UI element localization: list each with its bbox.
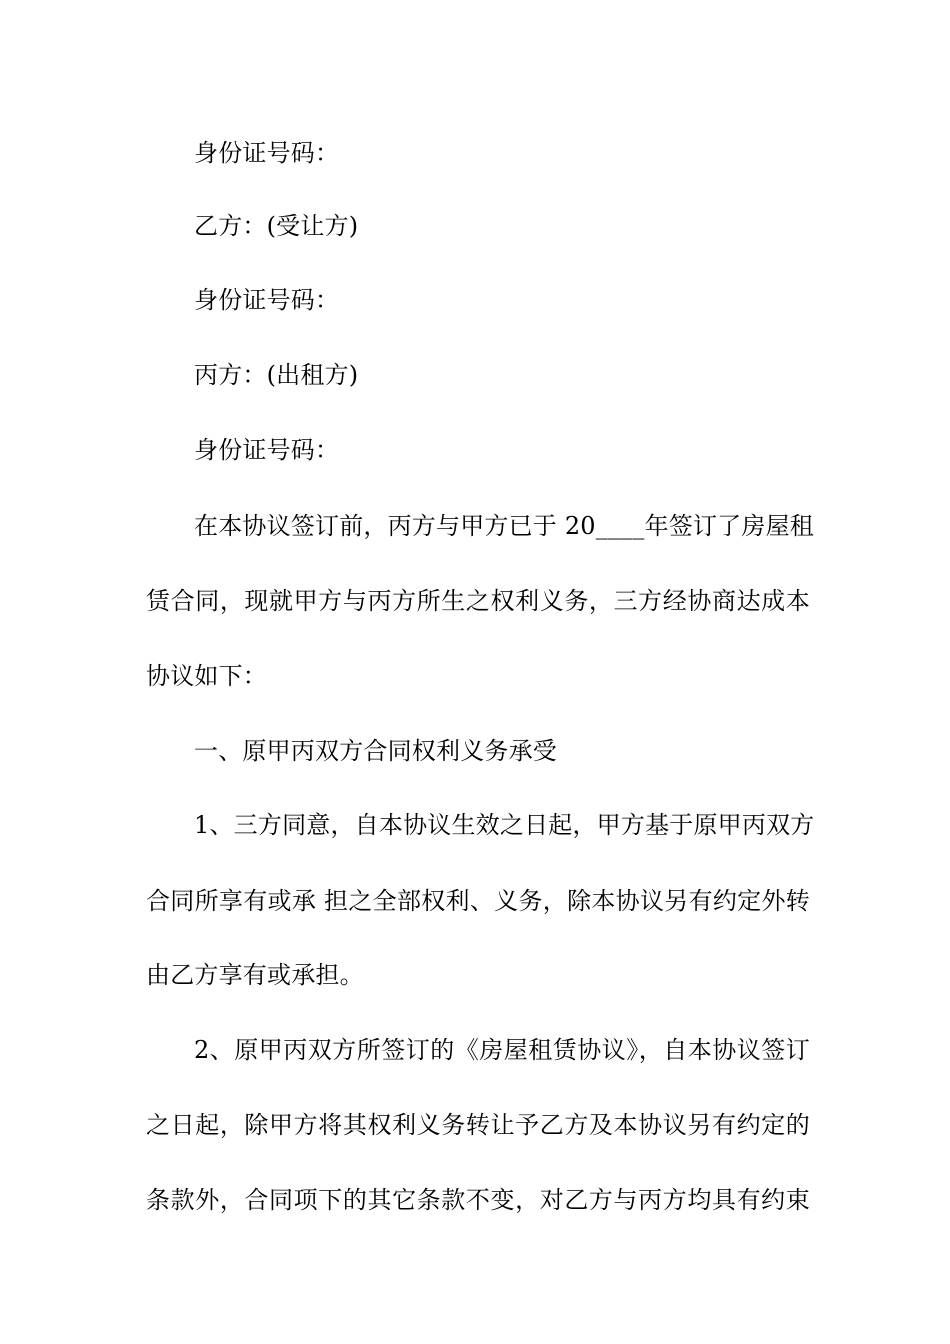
paragraph-line: 协议如下： [146, 662, 267, 690]
id-number-label-party-b: 身份证号码： [194, 286, 340, 314]
paragraph-line: 在本协议签订前，丙方与甲方已于 20____年签订了房屋租 [194, 512, 814, 540]
paragraph-line: 由乙方享有或承担。 [146, 961, 364, 989]
party-c-label: 丙方：(出租方) [194, 361, 359, 389]
section-heading: 一、原甲丙双方合同权利义务承受 [194, 737, 557, 765]
id-number-label-party-a: 身份证号码： [194, 139, 340, 167]
id-number-label-party-c: 身份证号码： [194, 436, 340, 464]
paragraph-line: 条款外，合同项下的其它条款不变，对乙方与丙方均具有约束 [146, 1186, 810, 1214]
party-b-label: 乙方：(受让方) [194, 212, 359, 240]
paragraph-line: 之日起，除甲方将其权利义务转让予乙方及本协议另有约定的 [146, 1111, 810, 1139]
paragraph-line: 赁合同，现就甲方与丙方所生之权利义务，三方经协商达成本 [146, 587, 810, 615]
paragraph-line: 1、三方同意，自本协议生效之日起，甲方基于原甲丙双方 [194, 811, 815, 839]
paragraph-line: 2、原甲丙双方所签订的《房屋租赁协议》，自本协议签订 [194, 1036, 810, 1064]
paragraph-line: 合同所享有或承 担之全部权利、义务，除本协议另有约定外转 [146, 887, 810, 915]
